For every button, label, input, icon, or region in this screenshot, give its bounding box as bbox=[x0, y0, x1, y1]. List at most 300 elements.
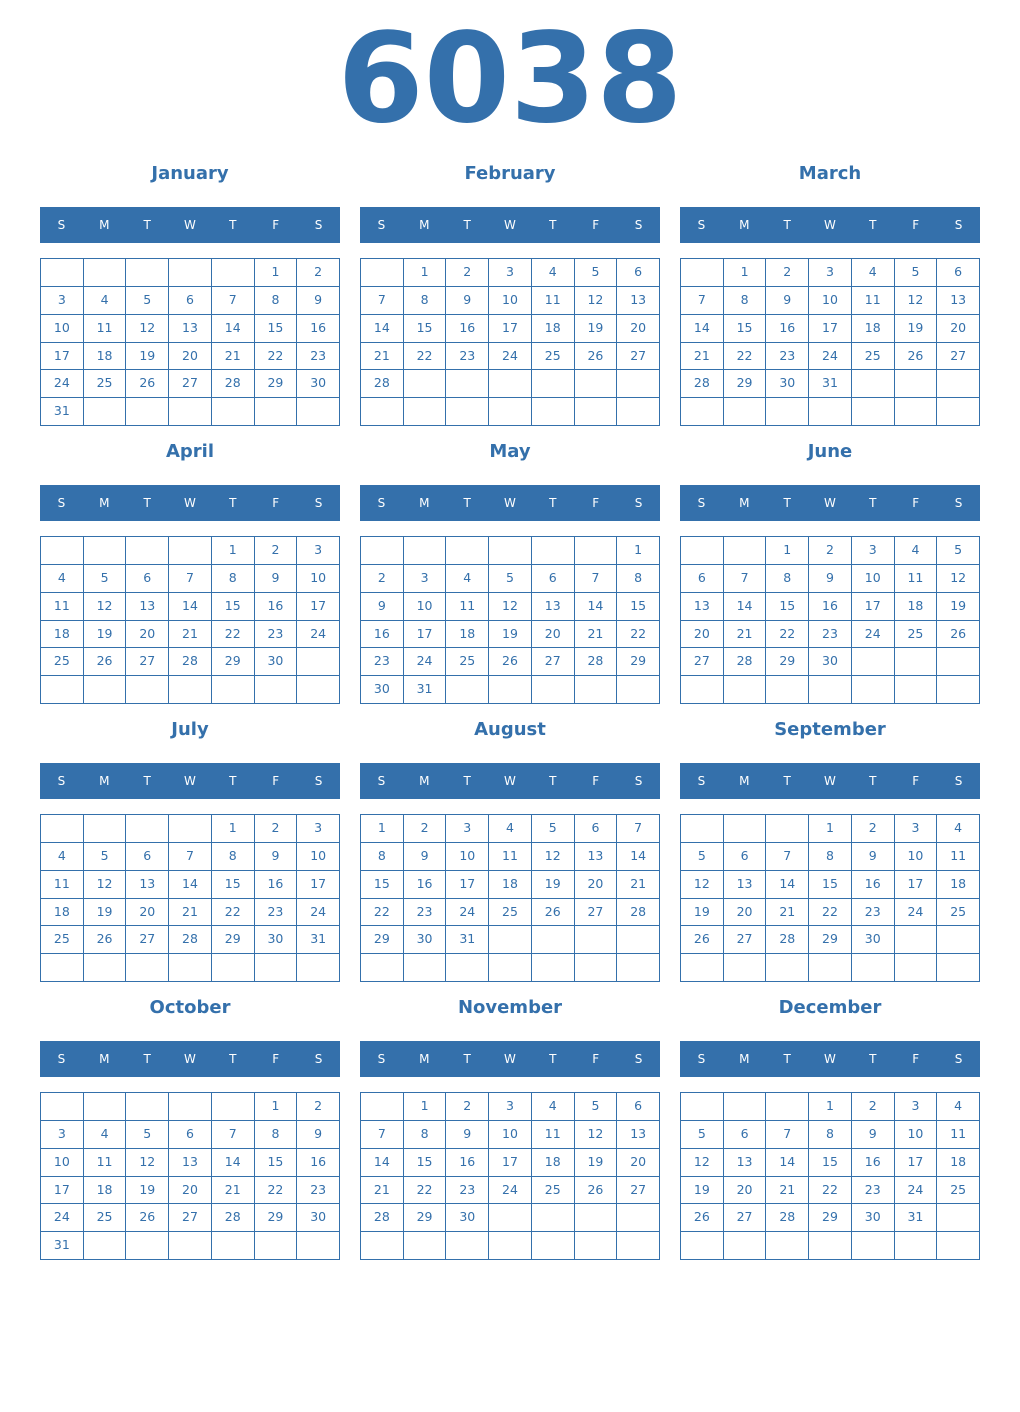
day-cell[interactable]: 30 bbox=[297, 370, 340, 398]
day-cell[interactable]: 5 bbox=[681, 1121, 724, 1149]
day-cell[interactable]: 30 bbox=[361, 676, 404, 704]
day-cell[interactable]: 11 bbox=[41, 871, 84, 899]
day-cell[interactable]: 2 bbox=[852, 815, 895, 843]
day-cell[interactable]: 1 bbox=[361, 815, 404, 843]
day-cell[interactable]: 3 bbox=[297, 815, 340, 843]
day-cell[interactable]: 25 bbox=[532, 1177, 575, 1205]
day-cell[interactable]: 3 bbox=[41, 1121, 84, 1149]
day-cell[interactable]: 14 bbox=[169, 871, 212, 899]
day-cell[interactable]: 31 bbox=[446, 926, 489, 954]
day-cell[interactable]: 25 bbox=[41, 648, 84, 676]
day-cell[interactable]: 26 bbox=[84, 926, 127, 954]
day-cell[interactable]: 1 bbox=[617, 537, 660, 565]
day-cell[interactable]: 11 bbox=[41, 593, 84, 621]
day-cell[interactable]: 20 bbox=[532, 621, 575, 649]
day-cell[interactable]: 23 bbox=[766, 343, 809, 371]
day-cell[interactable]: 18 bbox=[446, 621, 489, 649]
day-cell[interactable]: 19 bbox=[575, 315, 618, 343]
day-cell[interactable]: 6 bbox=[169, 287, 212, 315]
day-cell[interactable]: 4 bbox=[532, 259, 575, 287]
day-cell[interactable]: 30 bbox=[255, 648, 298, 676]
day-cell[interactable]: 12 bbox=[489, 593, 532, 621]
day-cell[interactable]: 6 bbox=[724, 1121, 767, 1149]
day-cell[interactable]: 15 bbox=[255, 1149, 298, 1177]
day-cell[interactable]: 11 bbox=[895, 565, 938, 593]
day-cell[interactable]: 15 bbox=[404, 1149, 447, 1177]
day-cell[interactable]: 3 bbox=[809, 259, 852, 287]
day-cell[interactable]: 9 bbox=[297, 287, 340, 315]
day-cell[interactable]: 25 bbox=[895, 621, 938, 649]
day-cell[interactable]: 13 bbox=[169, 1149, 212, 1177]
day-cell[interactable]: 12 bbox=[681, 1149, 724, 1177]
day-cell[interactable]: 16 bbox=[852, 871, 895, 899]
day-cell[interactable]: 13 bbox=[575, 843, 618, 871]
day-cell[interactable]: 19 bbox=[126, 1177, 169, 1205]
day-cell[interactable]: 20 bbox=[126, 621, 169, 649]
day-cell[interactable]: 30 bbox=[852, 926, 895, 954]
day-cell[interactable]: 5 bbox=[895, 259, 938, 287]
day-cell[interactable]: 6 bbox=[575, 815, 618, 843]
day-cell[interactable]: 17 bbox=[489, 1149, 532, 1177]
day-cell[interactable]: 22 bbox=[212, 899, 255, 927]
day-cell[interactable]: 5 bbox=[126, 1121, 169, 1149]
day-cell[interactable]: 6 bbox=[126, 565, 169, 593]
day-cell[interactable]: 4 bbox=[489, 815, 532, 843]
day-cell[interactable]: 22 bbox=[404, 343, 447, 371]
day-cell[interactable]: 19 bbox=[937, 593, 980, 621]
day-cell[interactable]: 5 bbox=[681, 843, 724, 871]
day-cell[interactable]: 17 bbox=[297, 871, 340, 899]
day-cell[interactable]: 4 bbox=[446, 565, 489, 593]
day-cell[interactable]: 28 bbox=[361, 370, 404, 398]
day-cell[interactable]: 17 bbox=[446, 871, 489, 899]
day-cell[interactable]: 20 bbox=[617, 1149, 660, 1177]
day-cell[interactable]: 26 bbox=[575, 343, 618, 371]
day-cell[interactable]: 12 bbox=[575, 1121, 618, 1149]
day-cell[interactable]: 21 bbox=[169, 621, 212, 649]
day-cell[interactable]: 18 bbox=[852, 315, 895, 343]
day-cell[interactable]: 14 bbox=[681, 315, 724, 343]
day-cell[interactable]: 25 bbox=[532, 343, 575, 371]
day-cell[interactable]: 9 bbox=[255, 565, 298, 593]
day-cell[interactable]: 10 bbox=[895, 1121, 938, 1149]
day-cell[interactable]: 29 bbox=[255, 370, 298, 398]
day-cell[interactable]: 3 bbox=[297, 537, 340, 565]
day-cell[interactable]: 6 bbox=[126, 843, 169, 871]
day-cell[interactable]: 29 bbox=[212, 648, 255, 676]
day-cell[interactable]: 18 bbox=[937, 871, 980, 899]
day-cell[interactable]: 1 bbox=[255, 1093, 298, 1121]
day-cell[interactable]: 16 bbox=[297, 315, 340, 343]
day-cell[interactable]: 8 bbox=[724, 287, 767, 315]
day-cell[interactable]: 30 bbox=[852, 1204, 895, 1232]
day-cell[interactable]: 3 bbox=[489, 1093, 532, 1121]
day-cell[interactable]: 19 bbox=[84, 621, 127, 649]
day-cell[interactable]: 11 bbox=[937, 843, 980, 871]
day-cell[interactable]: 25 bbox=[84, 1204, 127, 1232]
day-cell[interactable]: 17 bbox=[809, 315, 852, 343]
day-cell[interactable]: 16 bbox=[446, 315, 489, 343]
day-cell[interactable]: 4 bbox=[895, 537, 938, 565]
day-cell[interactable]: 16 bbox=[255, 871, 298, 899]
day-cell[interactable]: 9 bbox=[255, 843, 298, 871]
day-cell[interactable]: 26 bbox=[681, 1204, 724, 1232]
day-cell[interactable]: 6 bbox=[617, 259, 660, 287]
day-cell[interactable]: 7 bbox=[169, 843, 212, 871]
day-cell[interactable]: 23 bbox=[852, 1177, 895, 1205]
day-cell[interactable]: 28 bbox=[724, 648, 767, 676]
day-cell[interactable]: 28 bbox=[617, 899, 660, 927]
day-cell[interactable]: 3 bbox=[446, 815, 489, 843]
day-cell[interactable]: 21 bbox=[212, 343, 255, 371]
day-cell[interactable]: 27 bbox=[169, 370, 212, 398]
day-cell[interactable]: 27 bbox=[724, 926, 767, 954]
day-cell[interactable]: 14 bbox=[617, 843, 660, 871]
day-cell[interactable]: 5 bbox=[84, 843, 127, 871]
day-cell[interactable]: 20 bbox=[937, 315, 980, 343]
day-cell[interactable]: 9 bbox=[446, 287, 489, 315]
day-cell[interactable]: 21 bbox=[724, 621, 767, 649]
day-cell[interactable]: 23 bbox=[361, 648, 404, 676]
day-cell[interactable]: 7 bbox=[212, 1121, 255, 1149]
day-cell[interactable]: 16 bbox=[852, 1149, 895, 1177]
day-cell[interactable]: 30 bbox=[809, 648, 852, 676]
day-cell[interactable]: 30 bbox=[297, 1204, 340, 1232]
day-cell[interactable]: 26 bbox=[532, 899, 575, 927]
day-cell[interactable]: 21 bbox=[575, 621, 618, 649]
day-cell[interactable]: 9 bbox=[297, 1121, 340, 1149]
day-cell[interactable]: 2 bbox=[766, 259, 809, 287]
day-cell[interactable]: 7 bbox=[681, 287, 724, 315]
day-cell[interactable]: 9 bbox=[852, 1121, 895, 1149]
day-cell[interactable]: 22 bbox=[404, 1177, 447, 1205]
day-cell[interactable]: 18 bbox=[532, 1149, 575, 1177]
day-cell[interactable]: 13 bbox=[126, 593, 169, 621]
day-cell[interactable]: 11 bbox=[84, 315, 127, 343]
day-cell[interactable]: 8 bbox=[766, 565, 809, 593]
day-cell[interactable]: 5 bbox=[532, 815, 575, 843]
day-cell[interactable]: 18 bbox=[489, 871, 532, 899]
day-cell[interactable]: 25 bbox=[489, 899, 532, 927]
day-cell[interactable]: 23 bbox=[255, 899, 298, 927]
day-cell[interactable]: 31 bbox=[41, 1232, 84, 1260]
day-cell[interactable]: 2 bbox=[297, 259, 340, 287]
day-cell[interactable]: 10 bbox=[852, 565, 895, 593]
day-cell[interactable]: 10 bbox=[446, 843, 489, 871]
day-cell[interactable]: 11 bbox=[84, 1149, 127, 1177]
day-cell[interactable]: 29 bbox=[809, 1204, 852, 1232]
day-cell[interactable]: 21 bbox=[766, 899, 809, 927]
day-cell[interactable]: 29 bbox=[404, 1204, 447, 1232]
day-cell[interactable]: 1 bbox=[724, 259, 767, 287]
day-cell[interactable]: 17 bbox=[41, 1177, 84, 1205]
day-cell[interactable]: 17 bbox=[297, 593, 340, 621]
day-cell[interactable]: 10 bbox=[809, 287, 852, 315]
day-cell[interactable]: 28 bbox=[681, 370, 724, 398]
day-cell[interactable]: 11 bbox=[489, 843, 532, 871]
day-cell[interactable]: 21 bbox=[212, 1177, 255, 1205]
day-cell[interactable]: 8 bbox=[361, 843, 404, 871]
day-cell[interactable]: 26 bbox=[126, 1204, 169, 1232]
day-cell[interactable]: 29 bbox=[617, 648, 660, 676]
day-cell[interactable]: 7 bbox=[212, 287, 255, 315]
day-cell[interactable]: 23 bbox=[852, 899, 895, 927]
day-cell[interactable]: 21 bbox=[169, 899, 212, 927]
day-cell[interactable]: 16 bbox=[297, 1149, 340, 1177]
day-cell[interactable]: 26 bbox=[575, 1177, 618, 1205]
day-cell[interactable]: 2 bbox=[361, 565, 404, 593]
day-cell[interactable]: 17 bbox=[489, 315, 532, 343]
day-cell[interactable]: 14 bbox=[766, 1149, 809, 1177]
day-cell[interactable]: 7 bbox=[766, 1121, 809, 1149]
day-cell[interactable]: 11 bbox=[532, 287, 575, 315]
day-cell[interactable]: 24 bbox=[895, 1177, 938, 1205]
day-cell[interactable]: 5 bbox=[84, 565, 127, 593]
day-cell[interactable]: 22 bbox=[212, 621, 255, 649]
day-cell[interactable]: 27 bbox=[532, 648, 575, 676]
day-cell[interactable]: 4 bbox=[84, 1121, 127, 1149]
day-cell[interactable]: 17 bbox=[852, 593, 895, 621]
day-cell[interactable]: 18 bbox=[41, 621, 84, 649]
day-cell[interactable]: 15 bbox=[724, 315, 767, 343]
day-cell[interactable]: 3 bbox=[895, 1093, 938, 1121]
day-cell[interactable]: 15 bbox=[617, 593, 660, 621]
day-cell[interactable]: 28 bbox=[766, 1204, 809, 1232]
day-cell[interactable]: 18 bbox=[937, 1149, 980, 1177]
day-cell[interactable]: 19 bbox=[489, 621, 532, 649]
day-cell[interactable]: 4 bbox=[84, 287, 127, 315]
day-cell[interactable]: 29 bbox=[809, 926, 852, 954]
day-cell[interactable]: 2 bbox=[255, 537, 298, 565]
day-cell[interactable]: 27 bbox=[126, 926, 169, 954]
day-cell[interactable]: 1 bbox=[809, 815, 852, 843]
day-cell[interactable]: 31 bbox=[297, 926, 340, 954]
day-cell[interactable]: 30 bbox=[446, 1204, 489, 1232]
day-cell[interactable]: 27 bbox=[575, 899, 618, 927]
day-cell[interactable]: 2 bbox=[297, 1093, 340, 1121]
day-cell[interactable]: 15 bbox=[809, 1149, 852, 1177]
day-cell[interactable]: 29 bbox=[724, 370, 767, 398]
day-cell[interactable]: 27 bbox=[169, 1204, 212, 1232]
day-cell[interactable]: 12 bbox=[937, 565, 980, 593]
day-cell[interactable]: 24 bbox=[297, 621, 340, 649]
day-cell[interactable]: 20 bbox=[724, 1177, 767, 1205]
day-cell[interactable]: 12 bbox=[532, 843, 575, 871]
day-cell[interactable]: 23 bbox=[297, 343, 340, 371]
day-cell[interactable]: 20 bbox=[617, 315, 660, 343]
day-cell[interactable]: 13 bbox=[169, 315, 212, 343]
day-cell[interactable]: 19 bbox=[895, 315, 938, 343]
day-cell[interactable]: 20 bbox=[575, 871, 618, 899]
day-cell[interactable]: 27 bbox=[126, 648, 169, 676]
day-cell[interactable]: 16 bbox=[766, 315, 809, 343]
day-cell[interactable]: 11 bbox=[937, 1121, 980, 1149]
day-cell[interactable]: 26 bbox=[681, 926, 724, 954]
day-cell[interactable]: 1 bbox=[212, 815, 255, 843]
day-cell[interactable]: 30 bbox=[255, 926, 298, 954]
day-cell[interactable]: 28 bbox=[361, 1204, 404, 1232]
day-cell[interactable]: 22 bbox=[617, 621, 660, 649]
day-cell[interactable]: 16 bbox=[361, 621, 404, 649]
day-cell[interactable]: 12 bbox=[126, 315, 169, 343]
day-cell[interactable]: 5 bbox=[575, 1093, 618, 1121]
day-cell[interactable]: 31 bbox=[895, 1204, 938, 1232]
day-cell[interactable]: 23 bbox=[446, 1177, 489, 1205]
day-cell[interactable]: 8 bbox=[809, 843, 852, 871]
day-cell[interactable]: 26 bbox=[126, 370, 169, 398]
day-cell[interactable]: 22 bbox=[255, 1177, 298, 1205]
day-cell[interactable]: 22 bbox=[766, 621, 809, 649]
day-cell[interactable]: 23 bbox=[809, 621, 852, 649]
day-cell[interactable]: 6 bbox=[532, 565, 575, 593]
day-cell[interactable]: 15 bbox=[404, 315, 447, 343]
day-cell[interactable]: 11 bbox=[532, 1121, 575, 1149]
day-cell[interactable]: 12 bbox=[895, 287, 938, 315]
day-cell[interactable]: 10 bbox=[489, 287, 532, 315]
day-cell[interactable]: 3 bbox=[404, 565, 447, 593]
day-cell[interactable]: 20 bbox=[126, 899, 169, 927]
day-cell[interactable]: 21 bbox=[681, 343, 724, 371]
day-cell[interactable]: 6 bbox=[169, 1121, 212, 1149]
day-cell[interactable]: 3 bbox=[489, 259, 532, 287]
day-cell[interactable]: 22 bbox=[724, 343, 767, 371]
day-cell[interactable]: 19 bbox=[681, 1177, 724, 1205]
day-cell[interactable]: 13 bbox=[532, 593, 575, 621]
day-cell[interactable]: 14 bbox=[212, 1149, 255, 1177]
day-cell[interactable]: 14 bbox=[575, 593, 618, 621]
day-cell[interactable]: 26 bbox=[895, 343, 938, 371]
day-cell[interactable]: 1 bbox=[766, 537, 809, 565]
day-cell[interactable]: 2 bbox=[255, 815, 298, 843]
day-cell[interactable]: 1 bbox=[404, 1093, 447, 1121]
day-cell[interactable]: 11 bbox=[852, 287, 895, 315]
day-cell[interactable]: 5 bbox=[126, 287, 169, 315]
day-cell[interactable]: 8 bbox=[404, 287, 447, 315]
day-cell[interactable]: 14 bbox=[361, 315, 404, 343]
day-cell[interactable]: 15 bbox=[212, 871, 255, 899]
day-cell[interactable]: 18 bbox=[532, 315, 575, 343]
day-cell[interactable]: 13 bbox=[937, 287, 980, 315]
day-cell[interactable]: 8 bbox=[404, 1121, 447, 1149]
day-cell[interactable]: 18 bbox=[84, 1177, 127, 1205]
day-cell[interactable]: 17 bbox=[895, 871, 938, 899]
day-cell[interactable]: 14 bbox=[361, 1149, 404, 1177]
day-cell[interactable]: 14 bbox=[724, 593, 767, 621]
day-cell[interactable]: 15 bbox=[361, 871, 404, 899]
day-cell[interactable]: 21 bbox=[361, 343, 404, 371]
day-cell[interactable]: 24 bbox=[489, 343, 532, 371]
day-cell[interactable]: 12 bbox=[575, 287, 618, 315]
day-cell[interactable]: 9 bbox=[852, 843, 895, 871]
day-cell[interactable]: 24 bbox=[404, 648, 447, 676]
day-cell[interactable]: 4 bbox=[937, 1093, 980, 1121]
day-cell[interactable]: 4 bbox=[532, 1093, 575, 1121]
day-cell[interactable]: 28 bbox=[575, 648, 618, 676]
day-cell[interactable]: 12 bbox=[681, 871, 724, 899]
day-cell[interactable]: 19 bbox=[126, 343, 169, 371]
day-cell[interactable]: 30 bbox=[404, 926, 447, 954]
day-cell[interactable]: 3 bbox=[41, 287, 84, 315]
day-cell[interactable]: 12 bbox=[84, 871, 127, 899]
day-cell[interactable]: 17 bbox=[404, 621, 447, 649]
day-cell[interactable]: 10 bbox=[41, 315, 84, 343]
day-cell[interactable]: 8 bbox=[212, 565, 255, 593]
day-cell[interactable]: 24 bbox=[41, 370, 84, 398]
day-cell[interactable]: 26 bbox=[84, 648, 127, 676]
day-cell[interactable]: 28 bbox=[169, 926, 212, 954]
day-cell[interactable]: 7 bbox=[724, 565, 767, 593]
day-cell[interactable]: 19 bbox=[84, 899, 127, 927]
day-cell[interactable]: 24 bbox=[489, 1177, 532, 1205]
day-cell[interactable]: 25 bbox=[41, 926, 84, 954]
day-cell[interactable]: 28 bbox=[169, 648, 212, 676]
day-cell[interactable]: 7 bbox=[169, 565, 212, 593]
day-cell[interactable]: 2 bbox=[404, 815, 447, 843]
day-cell[interactable]: 10 bbox=[297, 843, 340, 871]
day-cell[interactable]: 22 bbox=[809, 1177, 852, 1205]
day-cell[interactable]: 6 bbox=[681, 565, 724, 593]
day-cell[interactable]: 29 bbox=[766, 648, 809, 676]
day-cell[interactable]: 6 bbox=[937, 259, 980, 287]
day-cell[interactable]: 20 bbox=[724, 899, 767, 927]
day-cell[interactable]: 17 bbox=[895, 1149, 938, 1177]
day-cell[interactable]: 31 bbox=[809, 370, 852, 398]
day-cell[interactable]: 14 bbox=[212, 315, 255, 343]
day-cell[interactable]: 16 bbox=[446, 1149, 489, 1177]
day-cell[interactable]: 19 bbox=[575, 1149, 618, 1177]
day-cell[interactable]: 23 bbox=[255, 621, 298, 649]
day-cell[interactable]: 27 bbox=[724, 1204, 767, 1232]
day-cell[interactable]: 10 bbox=[489, 1121, 532, 1149]
day-cell[interactable]: 31 bbox=[404, 676, 447, 704]
day-cell[interactable]: 5 bbox=[937, 537, 980, 565]
day-cell[interactable]: 21 bbox=[361, 1177, 404, 1205]
day-cell[interactable]: 26 bbox=[937, 621, 980, 649]
day-cell[interactable]: 2 bbox=[446, 259, 489, 287]
day-cell[interactable]: 31 bbox=[41, 398, 84, 426]
day-cell[interactable]: 18 bbox=[84, 343, 127, 371]
day-cell[interactable]: 4 bbox=[41, 565, 84, 593]
day-cell[interactable]: 20 bbox=[681, 621, 724, 649]
day-cell[interactable]: 13 bbox=[724, 1149, 767, 1177]
day-cell[interactable]: 8 bbox=[212, 843, 255, 871]
day-cell[interactable]: 24 bbox=[809, 343, 852, 371]
day-cell[interactable]: 7 bbox=[766, 843, 809, 871]
day-cell[interactable]: 3 bbox=[852, 537, 895, 565]
day-cell[interactable]: 13 bbox=[724, 871, 767, 899]
day-cell[interactable]: 25 bbox=[852, 343, 895, 371]
day-cell[interactable]: 19 bbox=[532, 871, 575, 899]
day-cell[interactable]: 24 bbox=[852, 621, 895, 649]
day-cell[interactable]: 11 bbox=[446, 593, 489, 621]
day-cell[interactable]: 6 bbox=[724, 843, 767, 871]
day-cell[interactable]: 5 bbox=[575, 259, 618, 287]
day-cell[interactable]: 4 bbox=[41, 843, 84, 871]
day-cell[interactable]: 18 bbox=[895, 593, 938, 621]
day-cell[interactable]: 9 bbox=[404, 843, 447, 871]
day-cell[interactable]: 24 bbox=[297, 899, 340, 927]
day-cell[interactable]: 1 bbox=[809, 1093, 852, 1121]
day-cell[interactable]: 23 bbox=[404, 899, 447, 927]
day-cell[interactable]: 15 bbox=[255, 315, 298, 343]
day-cell[interactable]: 16 bbox=[255, 593, 298, 621]
day-cell[interactable]: 17 bbox=[41, 343, 84, 371]
day-cell[interactable]: 10 bbox=[895, 843, 938, 871]
day-cell[interactable]: 12 bbox=[84, 593, 127, 621]
day-cell[interactable]: 2 bbox=[446, 1093, 489, 1121]
day-cell[interactable]: 1 bbox=[404, 259, 447, 287]
day-cell[interactable]: 25 bbox=[84, 370, 127, 398]
